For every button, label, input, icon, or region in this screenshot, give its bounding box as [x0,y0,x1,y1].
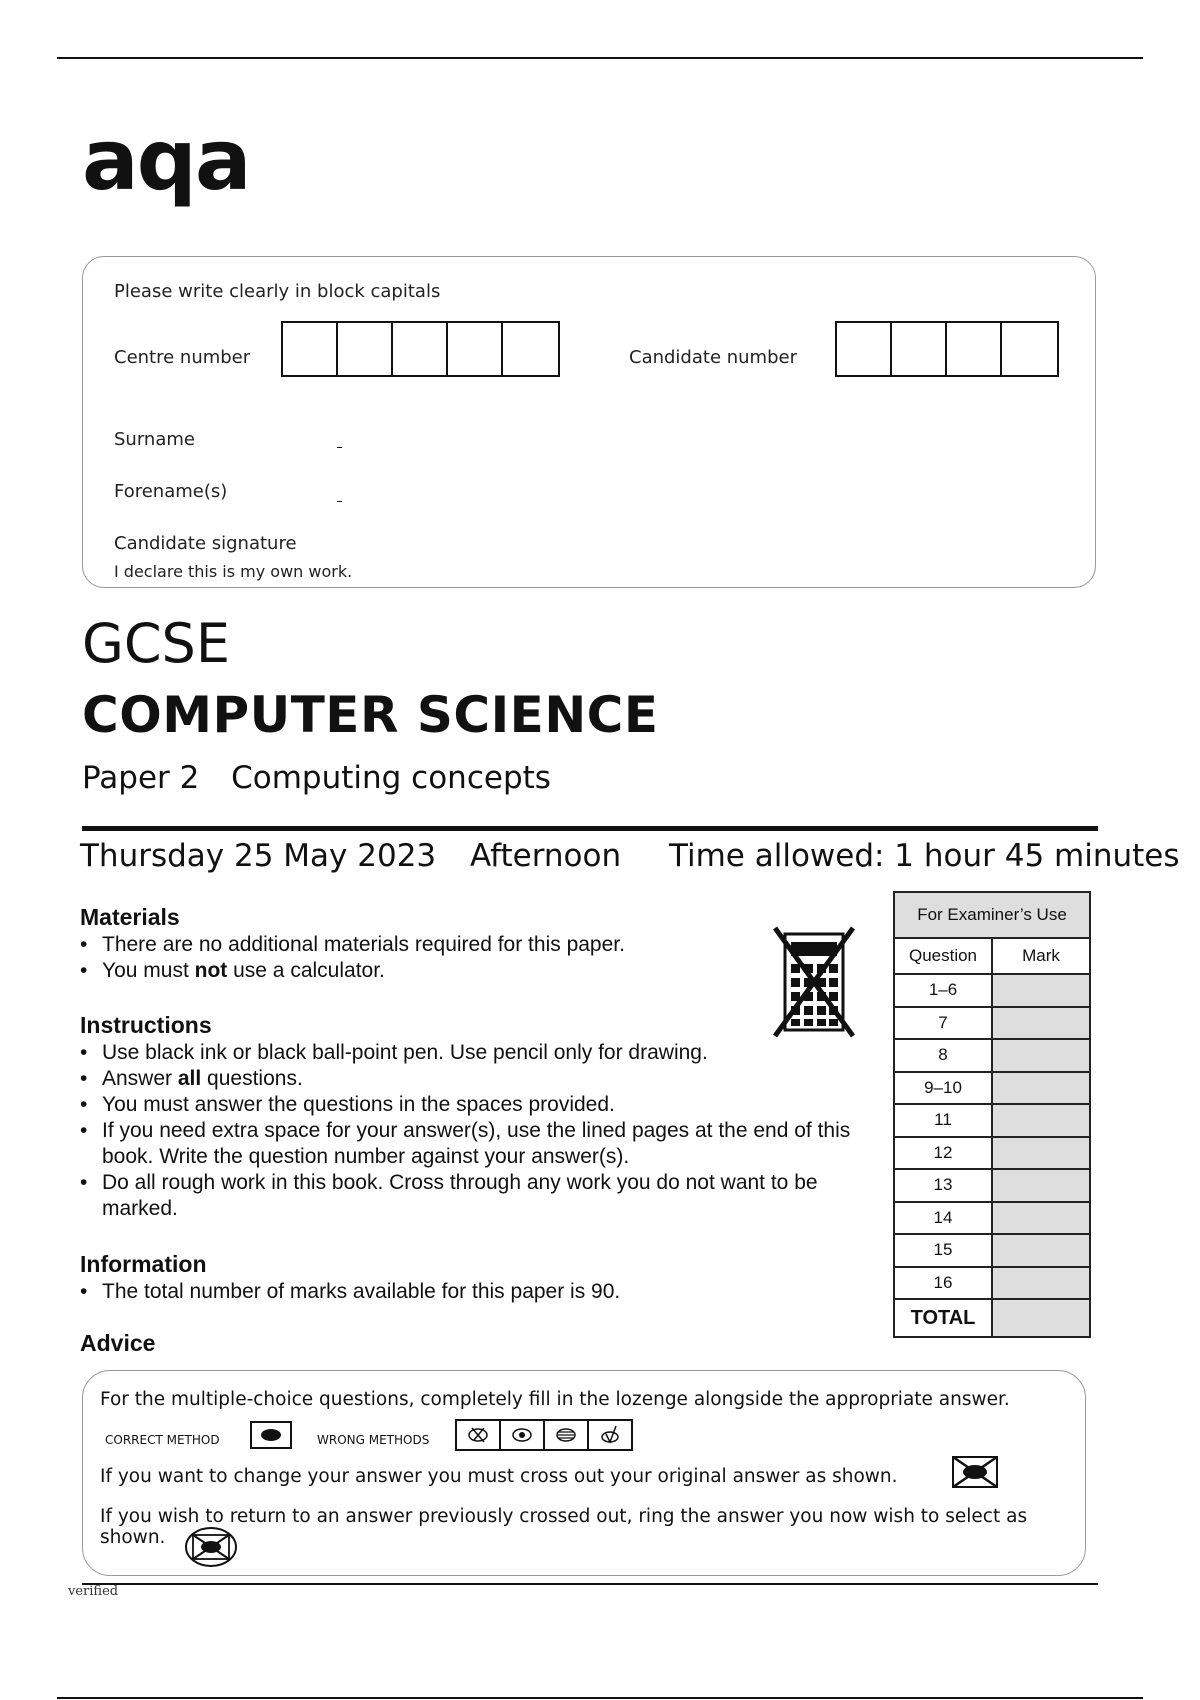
candidate-number-label: Candidate number [629,347,797,368]
top-rule [57,57,1143,59]
mark-cell[interactable] [992,974,1090,1007]
correct-method-label: CORRECT METHOD [105,1433,220,1447]
mark-cell[interactable] [992,1137,1090,1170]
advice-heading: Advice [80,1330,156,1356]
correct-lozenge-icon [250,1421,292,1449]
list-item: • You must answer the questions in the spaces provided. [80,1092,860,1118]
mark-cell[interactable] [992,1072,1090,1105]
instructions-heading: Instructions [80,1012,212,1038]
instructions-list [80,1040,860,1222]
list-item: • Use black ink or black ball-point pen. Use pencil only for drawing. [80,1040,860,1066]
tick-lozenge-icon [589,1421,631,1449]
table-row: 14 [894,1202,1090,1235]
list-item: • You must not use a calculator. [80,958,780,984]
time-allowed: Time allowed: 1 hour 45 minutes [669,838,1180,874]
forename-label: Forename(s) [114,481,228,502]
total-row [894,1299,1090,1337]
paper-name: Computing concepts [231,760,551,796]
candidate-number-boxes[interactable] [835,321,1059,377]
subject-title: COMPUTER SCIENCE [82,686,659,744]
mark-cell[interactable] [992,1234,1090,1267]
table-row: 16 [894,1267,1090,1300]
centre-number-boxes[interactable] [281,321,560,377]
table-row: 1–6 [894,974,1090,1007]
list-item: • Answer all questions. [80,1066,860,1092]
block-capitals-instruction: Please write clearly in block capitals [114,281,441,302]
table-row: 8 [894,1039,1090,1072]
mark-cell[interactable] [992,1104,1090,1137]
advice-box [82,1370,1086,1576]
centre-number-digit[interactable] [448,323,503,375]
total-label: TOTAL [894,1299,992,1337]
mark-column-header: Mark [992,938,1090,974]
title-rule [82,826,1098,831]
list-item: • If you need extra space for your answer(s), use the lined pages at the end of this book. Write the question number against your answer(s). [80,1118,860,1170]
mark-cell[interactable] [992,1267,1090,1300]
information-list [80,1279,780,1305]
mark-cell[interactable] [992,1007,1090,1040]
candidate-number-digit[interactable] [1002,323,1057,375]
candidate-details-box [82,256,1096,588]
table-row: 11 [894,1104,1090,1137]
candidate-number-digit[interactable] [837,323,892,375]
declaration-text: I declare this is my own work. [114,562,353,581]
aqa-logo: aqa [82,111,250,209]
surname-label: Surname [114,429,195,450]
centre-number-label: Centre number [114,347,251,368]
candidate-number-digit[interactable] [947,323,1002,375]
information-heading: Information [80,1251,207,1277]
scribble-lozenge-icon [545,1421,589,1449]
examiners-use-title: For Examiner’s Use [894,892,1090,938]
candidate-number-digit[interactable] [892,323,947,375]
table-row: 9–10 [894,1072,1090,1105]
list-item: • Do all rough work in this book. Cross through any work you do not want to be marked. [80,1170,860,1222]
mark-cell[interactable] [992,1169,1090,1202]
advice-line-2: If you want to change your answer you must cross out your original answer as shown. [100,1466,898,1487]
table-row: 13 [894,1169,1090,1202]
advice-line-1: For the multiple-choice questions, completely fill in the lozenge alongside the appropriate answer. [100,1389,1010,1410]
dot-lozenge-icon [501,1421,545,1449]
qualification-level: GCSE [82,612,230,675]
table-row: 12 [894,1137,1090,1170]
mark-cell[interactable] [992,1039,1090,1072]
crossed-lozenge-icon [949,1453,1001,1496]
wrong-methods-examples [455,1419,633,1451]
centre-number-digit[interactable] [283,323,338,375]
examiners-use-table [893,891,1091,1338]
no-calculator-icon [773,926,855,1043]
total-mark-cell[interactable] [992,1299,1090,1337]
list-item: • The total number of marks available for this paper is 90. [80,1279,780,1305]
wrong-methods-label: WRONG METHODS [317,1433,430,1447]
list-item: • There are no additional materials required for this paper. [80,932,780,958]
advice-rule [82,1583,1098,1585]
verified-stamp: verified [68,1584,119,1599]
question-column-header: Question [894,938,992,974]
materials-list [80,932,780,984]
tick-through-lozenge-icon [457,1421,501,1449]
paper-number: Paper 2 [82,760,200,796]
table-row: 15 [894,1234,1090,1267]
centre-number-digit[interactable] [503,323,558,375]
bottom-rule [57,1697,1143,1699]
forename-field[interactable] [337,501,342,502]
advice-line-3: If you wish to return to an answer previously crossed out, ring the answer you now wish to select as shown. [100,1506,1028,1548]
signature-label: Candidate signature [114,533,297,554]
exam-session: Afternoon [470,838,622,874]
paper-title [82,760,551,796]
materials-heading: Materials [80,904,180,930]
surname-field[interactable] [337,447,342,448]
table-row: 7 [894,1007,1090,1040]
centre-number-digit[interactable] [338,323,393,375]
ringed-lozenge-icon [183,1525,239,1574]
mark-cell[interactable] [992,1202,1090,1235]
centre-number-digit[interactable] [393,323,448,375]
exam-date: Thursday 25 May 2023 [80,838,437,874]
